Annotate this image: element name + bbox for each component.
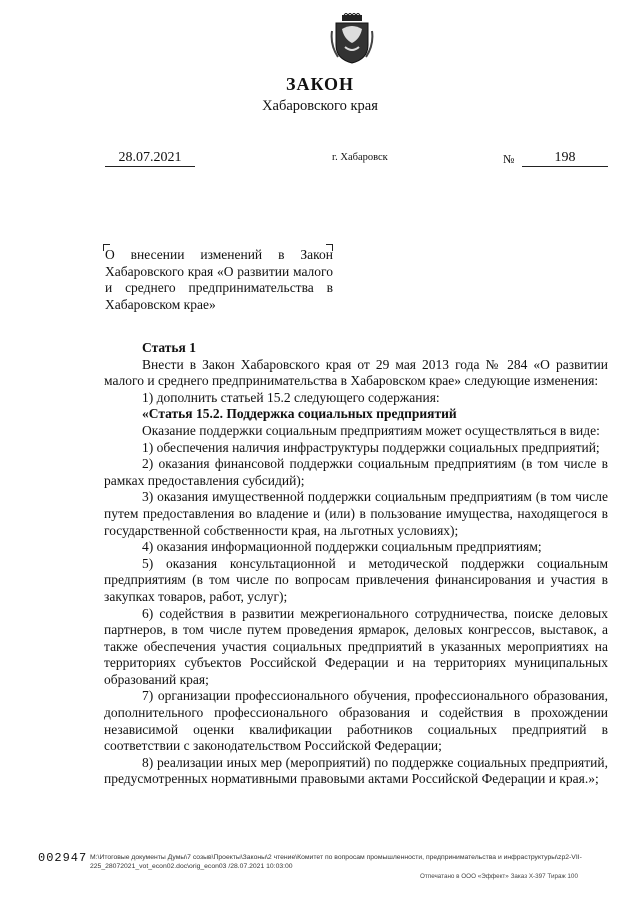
- document-number: 198: [522, 150, 608, 167]
- document-body: [104, 340, 608, 788]
- list-item: 5) оказания консультационной и методической поддержки социальным предприятиям (в том числе по вопросам привлечения финансирования и участия в закупках товаров, работ, услуг);: [104, 555, 608, 604]
- file-path: М:\Итоговые документы Думы\7 созыв\Проекты\Законы\2 чтение\Комитет по вопросам промышленности, предпринимательства и инфраструктуры\zp2-VII-225_28072021_vot_econ02.doc\orig_econ03 /28.07.2021 10:03:00: [90, 854, 582, 870]
- article-heading: Статья 1: [142, 340, 196, 355]
- article-intro: Внести в Закон Хабаровского края от 29 мая 2013 года № 284 «О развитии малого и среднего предпринимательства в Хабаровском крае» следующие изменения:: [104, 356, 608, 389]
- list-item: 4) оказания информационной поддержки социальным предприятиям;: [142, 539, 542, 555]
- new-article-heading: «Статья 15.2. Поддержка социальных предприятий: [142, 406, 457, 422]
- document-subject: О внесении изменений в Закон Хабаровского края «О развитии малого и среднего предпринимательства в Хабаровском крае»: [105, 247, 333, 312]
- footer-path: [45, 853, 615, 871]
- list-item: 6) содействия в развитии межрегионального сотрудничества, поиске деловых партнеров, в том числе путем проведения ярмарок, деловых конгрессов, выставок, а также обеспечения участия социальных предприятий в указанных мероприятиях на территориях субъектов Российской Федерации и на территориях муниципальных образований края;: [104, 605, 608, 687]
- list-item: 2) оказания финансовой поддержки социальным предприятиям (в том числе в рамках предоставления субсидий);: [104, 456, 608, 488]
- number-sign: №: [503, 152, 515, 166]
- document-title: ЗАКОН: [285, 74, 355, 94]
- document-date: 28.07.2021: [105, 150, 195, 167]
- print-info: Отпечатано в ООО «Эффект» Заказ Х-397 Тираж 100: [420, 873, 578, 880]
- document-code: 002947: [38, 851, 88, 865]
- list-item: 8) реализации иных мер (мероприятий) по поддержке социальных предприятий, предусмотренных нормативными правовыми актами Российской Федерации и края.»;: [104, 754, 608, 787]
- article-lead: Оказание поддержки социальным предприятиям может осуществляться в виде:: [142, 422, 600, 438]
- list-item: 7) организации профессионального обучения, профессионального образования, дополнительного профессионального образования и содействия в прохождении независимой оценки квалификации работников социальных предприятий в соответствии с законодательством Российской Федерации;: [104, 688, 608, 754]
- document-subtitle: Хабаровского края: [262, 98, 378, 114]
- list-item: 3) оказания имущественной поддержки социальным предприятиям (в том числе путем предоставления во владение и (или) в пользование имущества, находящегося в государственной собственности края, на льготных условиях);: [104, 489, 608, 538]
- document-place: г. Хабаровск: [332, 152, 388, 163]
- coat-of-arms-emblem: [330, 13, 374, 65]
- article-item-1: 1) дополнить статьей 15.2 следующего содержания:: [142, 389, 440, 405]
- list-item: 1) обеспечения наличия инфраструктуры поддержки социальных предприятий;: [142, 439, 600, 455]
